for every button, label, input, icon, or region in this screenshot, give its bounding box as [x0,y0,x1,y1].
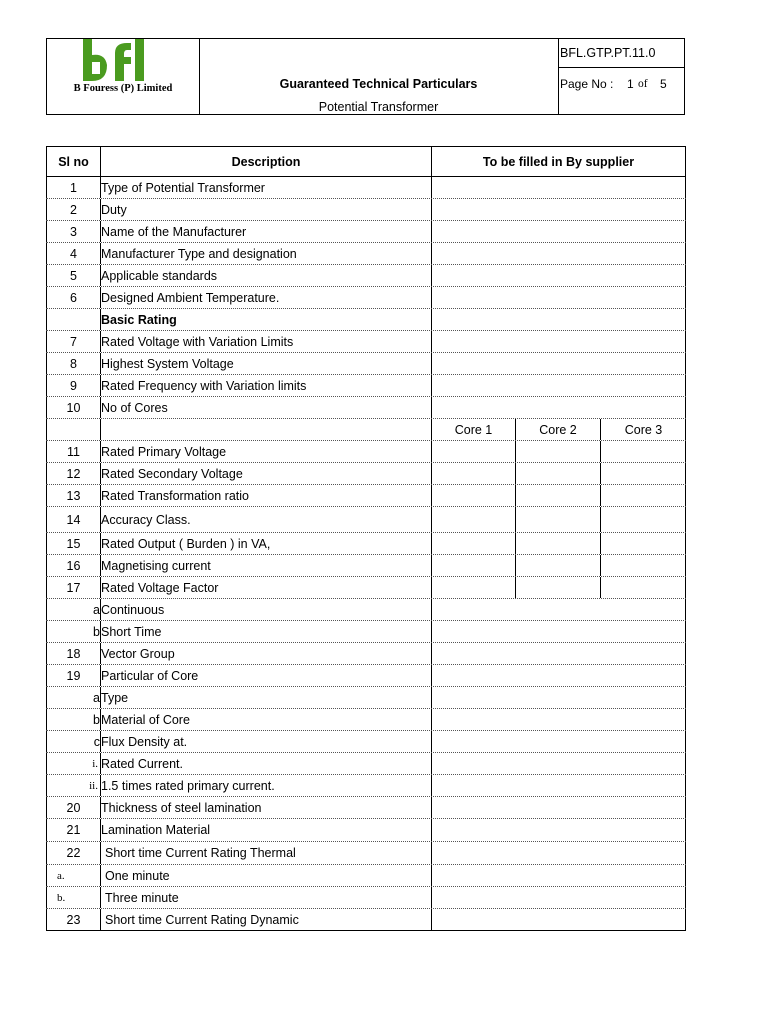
supplier-entry-cell[interactable] [432,599,686,620]
table-row [46,819,686,842]
supplier-entry-cell[interactable] [432,865,686,886]
table-row [46,533,686,555]
supplier-entry-cell[interactable] [432,243,686,264]
supplier-entry-cell[interactable] [432,287,686,308]
core-1-cell[interactable] [432,507,516,532]
table-row [46,177,686,199]
core-2-cell[interactable] [516,463,601,484]
table-row [46,419,686,441]
table-row [46,842,686,865]
supplier-entry-cell[interactable] [432,555,686,576]
row-description: Flux Density at. [101,731,432,752]
core-1-cell[interactable] [432,577,516,598]
supplier-entry-cell[interactable] [432,731,686,752]
supplier-entry-cell[interactable] [432,621,686,642]
row-slno: 23 [46,909,101,930]
supplier-entry-cell[interactable] [432,441,686,462]
document-number: BFL.GTP.PT.11.0 [560,46,656,60]
table-row [46,375,686,397]
row-slno: 10 [46,397,101,418]
page-number: 1 [627,77,634,91]
row-slno: ii. [46,775,101,796]
divider [559,67,684,68]
document-subtitle: Potential Transformer [318,100,439,114]
row-description: Duty [101,199,432,220]
row-slno: 20 [46,797,101,818]
supplier-entry-cell[interactable] [432,353,686,374]
supplier-entry-cell[interactable] [432,533,686,554]
table-row [46,887,686,909]
row-description: Rated Frequency with Variation limits [101,375,432,396]
row-slno: 8 [46,353,101,374]
supplier-entry-cell[interactable] [432,507,686,532]
row-slno: 13 [46,485,101,506]
row-description: Rated Output ( Burden ) in VA, [101,533,432,554]
supplier-entry-cell[interactable] [432,909,686,930]
row-slno: 7 [46,331,101,352]
core-2-cell[interactable] [516,555,601,576]
row-slno: 2 [46,199,101,220]
row-description: Particular of Core [101,665,432,686]
supplier-entry-cell[interactable] [432,331,686,352]
core-3-cell[interactable] [601,463,686,484]
core-1-cell[interactable] [432,485,516,506]
row-slno: 18 [46,643,101,664]
table-row [46,621,686,643]
table-row [46,753,686,775]
company-name: B Fouress (P) Limited [73,83,173,94]
row-description: Type of Potential Transformer [101,177,432,198]
core-3-cell[interactable] [601,555,686,576]
supplier-entry-cell[interactable] [432,775,686,796]
table-row [46,309,686,331]
core-1-cell[interactable] [432,463,516,484]
row-slno: 3 [46,221,101,242]
page-of: of [638,78,648,90]
table-row [46,507,686,533]
supplier-entry-cell[interactable] [432,753,686,774]
row-slno: 21 [46,819,101,841]
row-slno: 6 [46,287,101,308]
core-2-cell: Core 2 [516,419,601,440]
table-row [46,441,686,463]
row-description: Short Time [101,621,432,642]
table-row [46,243,686,265]
table-header-row [46,146,686,177]
core-1-cell[interactable] [432,533,516,554]
row-slno: 19 [46,665,101,686]
supplier-entry-cell[interactable] [432,419,686,440]
supplier-entry-cell[interactable] [432,709,686,730]
table-row [46,797,686,819]
row-description [101,419,432,440]
table-row [46,731,686,753]
core-1-cell[interactable] [432,555,516,576]
table-row [46,287,686,309]
supplier-entry-cell[interactable] [432,375,686,396]
supplier-entry-cell[interactable] [432,485,686,506]
row-description: Applicable standards [101,265,432,286]
supplier-entry-cell[interactable] [432,397,686,418]
supplier-entry-cell[interactable] [432,577,686,598]
table-row [46,199,686,221]
row-description: Rated Primary Voltage [101,441,432,462]
row-slno [46,309,101,330]
row-description: Designed Ambient Temperature. [101,287,432,308]
core-1-cell[interactable] [432,441,516,462]
row-description: Material of Core [101,709,432,730]
row-slno: c [46,731,101,752]
supplier-entry-cell[interactable] [432,842,686,864]
col-header-supplier: To be filled in By supplier [432,147,686,176]
row-description: Continuous [101,599,432,620]
row-slno [46,419,101,440]
row-description: Rated Transformation ratio [101,485,432,506]
row-slno: i. [46,753,101,774]
table-row [46,485,686,507]
row-description: No of Cores [101,397,432,418]
row-slno: 14 [46,507,101,532]
supplier-entry-cell[interactable] [432,199,686,220]
row-description: Basic Rating [101,309,432,330]
row-description: Rated Voltage Factor [101,577,432,598]
supplier-entry-cell[interactable] [432,687,686,708]
row-slno: 22 [46,842,101,864]
row-description: Rated Current. [101,753,432,774]
core-1-cell: Core 1 [432,419,516,440]
table-row [46,643,686,665]
bfl-logo-icon [83,39,163,83]
row-slno: b [46,621,101,642]
core-3-cell[interactable] [601,577,686,598]
gtp-table [46,146,686,931]
row-slno: a. [46,865,101,886]
supplier-entry-cell[interactable] [432,463,686,484]
table-row [46,865,686,887]
row-description: Vector Group [101,643,432,664]
core-3-cell[interactable] [601,441,686,462]
table-row [46,555,686,577]
table-row [46,909,686,931]
row-description: Rated Voltage with Variation Limits [101,331,432,352]
row-description: 1.5 times rated primary current. [101,775,432,796]
row-description: Lamination Material [101,819,432,841]
row-slno: 16 [46,555,101,576]
row-slno: b [46,709,101,730]
row-description: One minute [101,865,432,886]
core-2-cell[interactable] [516,485,601,506]
supplier-entry-cell[interactable] [432,665,686,686]
supplier-entry-cell[interactable] [432,643,686,664]
reference-cell [559,39,684,114]
row-description: Thickness of steel lamination [101,797,432,818]
table-row [46,221,686,243]
supplier-entry-cell[interactable] [432,265,686,286]
page-total: 5 [660,77,667,91]
core-3-cell[interactable] [601,533,686,554]
row-slno: 1 [46,177,101,198]
table-row [46,709,686,731]
table-row [46,463,686,485]
row-slno: 12 [46,463,101,484]
table-row [46,331,686,353]
row-description: Type [101,687,432,708]
row-slno: b. [46,887,101,908]
row-slno: a [46,599,101,620]
document-title: Guaranteed Technical Particulars [279,77,478,91]
row-slno: 4 [46,243,101,264]
supplier-entry-cell[interactable] [432,177,686,198]
logo-cell [47,39,200,114]
core-2-cell[interactable] [516,507,601,532]
row-description: Short time Current Rating Thermal [101,842,432,864]
row-description: Manufacturer Type and designation [101,243,432,264]
supplier-entry-cell[interactable] [432,887,686,908]
core-2-cell[interactable] [516,441,601,462]
row-slno: 11 [46,441,101,462]
table-row [46,687,686,709]
row-slno: a [46,687,101,708]
row-slno: 15 [46,533,101,554]
table-row [46,577,686,599]
supplier-entry-cell[interactable] [432,819,686,841]
row-description: Rated Secondary Voltage [101,463,432,484]
table-row [46,599,686,621]
core-3-cell: Core 3 [624,422,663,437]
core-3-cell[interactable] [601,507,686,532]
row-slno: 17 [46,577,101,598]
supplier-entry-cell[interactable] [432,797,686,818]
table-row [46,775,686,797]
row-description: Highest System Voltage [101,353,432,374]
row-description: Name of the Manufacturer [101,221,432,242]
table-row [46,265,686,287]
supplier-entry-cell[interactable] [432,309,686,330]
supplier-entry-cell[interactable] [432,221,686,242]
table-row [46,665,686,687]
col-header-slno: Sl no [46,147,101,176]
core-3-cell[interactable] [601,485,686,506]
row-description: Short time Current Rating Dynamic [101,909,432,930]
table-row [46,397,686,419]
col-header-description: Description [101,147,432,176]
core-2-cell[interactable] [516,533,601,554]
table-row [46,353,686,375]
row-description: Magnetising current [101,555,432,576]
row-description: Three minute [101,887,432,908]
row-slno: 5 [46,265,101,286]
row-slno: 9 [46,375,101,396]
row-description: Accuracy Class. [101,507,432,532]
document-header [46,38,685,115]
core-2-cell[interactable] [516,577,601,598]
title-cell [199,39,559,114]
page-label: Page No : [560,77,614,91]
